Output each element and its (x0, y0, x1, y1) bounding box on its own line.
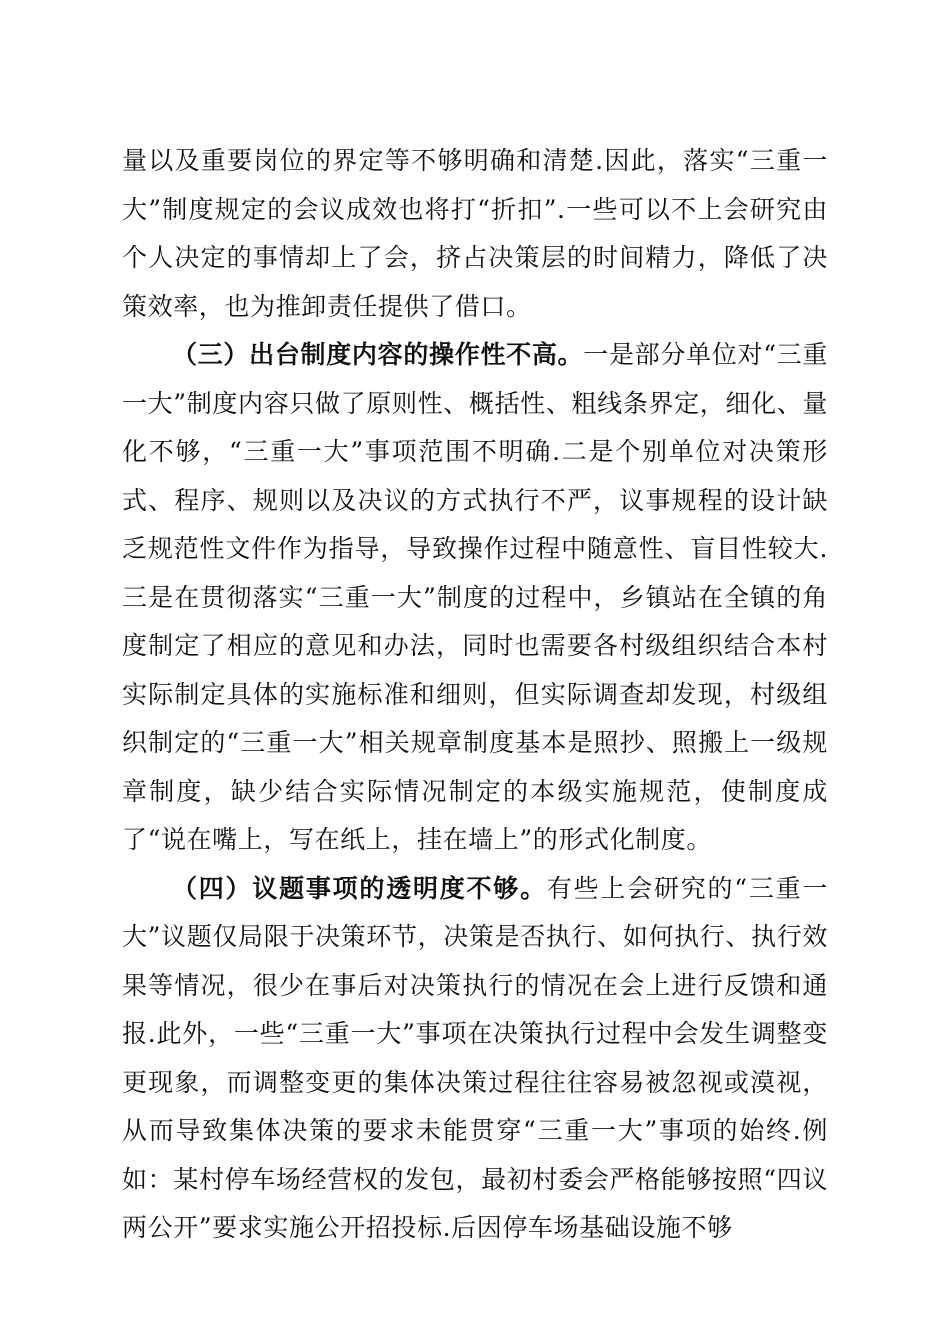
paragraph-body: 量以及重要岗位的界定等不够明确和清楚.因此，落实“三重一大”制度规定的会议成效也将打“折扣”.一些可以不上会研究由个人决定的事情却上了会，挤占决策层的时间精力，降低了决策效率，也为推卸责任提供了借口。 (122, 146, 828, 321)
section-heading: （三）出台制度内容的操作性不高。 (172, 340, 584, 369)
paragraph-section-four (122, 865, 828, 1253)
document-body (122, 137, 828, 1253)
section-heading: （四）议题事项的透明度不够。 (172, 873, 547, 903)
paragraph-continuation (122, 137, 828, 331)
paragraph-body: 有些上会研究的“三重一大”议题仅局限于决策环节，决策是否执行、如何执行、执行效果等情况，很少在事后对决策执行的情况在会上进行反馈和通报.此外，一些“三重一大”事项在决策执行过程中会发生调整变更现象，而调整变更的集体决策过程往往容易被忽视或漠视，从而导致集体决策的要求未能贯穿“三重一大”事项的始终.例如：某村停车场经营权的发包，最初村委会严格能够按照“四议两公开”要求实施公开招投标.后因停车场基础设施不够 (122, 873, 828, 1242)
paragraph-body: 一是部分单位对“三重一大”制度内容只做了原则性、概括性、粗线条界定，细化、量化不够，“三重一大”事项范围不明确.二是个别单位对决策形式、程序、规则以及决议的方式执行不严，议事规程的设计缺乏规范性文件作为指导，导致操作过程中随意性、盲目性较大.三是在贯彻落实“三重一大”制度的过程中，乡镇站在全镇的角度制定了相应的意见和办法，同时也需要各村级组织结合本村实际制定具体的实施标准和细则，但实际调查却发现，村级组织制定的“三重一大”相关规章制度基本是照抄、照搬上一级规章制度，缺少结合实际情况制定的本级实施规范，使制度成了“说在嘴上，写在纸上，挂在墙上”的形式化制度。 (122, 340, 828, 854)
paragraph-section-three (122, 331, 828, 865)
